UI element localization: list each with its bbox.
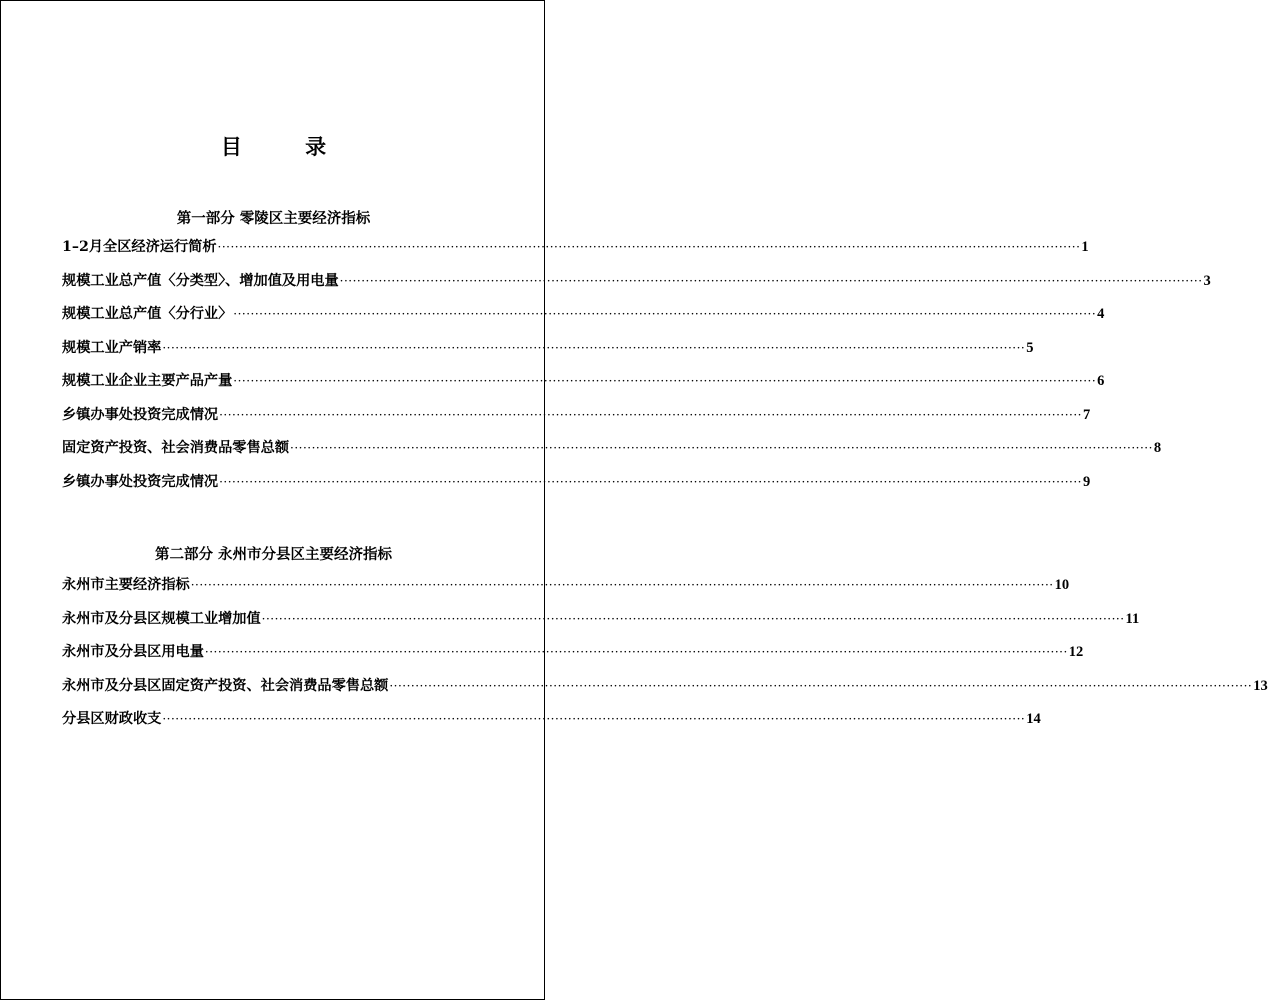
part1-toc-list bbox=[62, 238, 1211, 506]
dot-leader: ········································································································································································································ bbox=[389, 678, 1253, 693]
toc-entry-label: 规模工业企业主要产品产量 bbox=[62, 373, 233, 389]
dot-leader: ········································································································································································································ bbox=[339, 273, 1203, 288]
toc-entry[interactable] bbox=[62, 406, 1091, 440]
dot-leader: ········································································································································································································ bbox=[219, 407, 1082, 422]
toc-entry-page: 12 bbox=[1068, 644, 1084, 660]
toc-entry-page: 5 bbox=[1026, 339, 1034, 356]
toc-entry-page: 7 bbox=[1082, 406, 1091, 423]
dot-leader: ········································································································································································································ bbox=[219, 474, 1082, 489]
toc-entry[interactable] bbox=[62, 272, 1211, 306]
toc-entry-page: 4 bbox=[1097, 306, 1105, 322]
toc-entry-label: 规模工业产销率 bbox=[62, 339, 162, 356]
toc-entry[interactable] bbox=[62, 677, 1268, 711]
toc-entry-label: 永州市主要经济指标 bbox=[62, 577, 190, 593]
toc-entry-page: 9 bbox=[1082, 473, 1091, 490]
dot-leader: ········································································································································································································ bbox=[217, 240, 1081, 254]
toc-entry[interactable] bbox=[62, 238, 1089, 272]
toc-entry-label: 乡镇办事处投资完成情况 bbox=[62, 406, 219, 423]
toc-entry-label: 分县区财政收支 bbox=[62, 711, 162, 727]
toc-entry-page: 14 bbox=[1026, 711, 1041, 727]
toc-entry-page: 3 bbox=[1203, 272, 1211, 289]
toc-entry-label: 1–2月全区经济运行简析 bbox=[62, 239, 217, 255]
dot-leader: ········································································································································································································ bbox=[162, 340, 1026, 355]
toc-entry-label: 永州市及分县区固定资产投资、社会消费品零售总额 bbox=[62, 677, 389, 694]
toc-entry[interactable] bbox=[62, 710, 1041, 744]
toc-entry-page: 6 bbox=[1097, 373, 1105, 389]
part2-toc-list bbox=[62, 576, 1268, 744]
toc-entry-label: 乡镇办事处投资完成情况 bbox=[62, 473, 219, 490]
dot-leader: ········································································································································································································ bbox=[190, 578, 1054, 592]
dot-leader: ········································································································································································································ bbox=[233, 307, 1097, 321]
toc-title: 目 录 bbox=[220, 134, 355, 159]
toc-entry[interactable] bbox=[62, 643, 1084, 677]
toc-entry-page: 10 bbox=[1054, 577, 1070, 593]
part2-heading: 第二部分 永州市分县区主要经济指标 bbox=[154, 546, 393, 563]
toc-entry[interactable] bbox=[62, 372, 1105, 406]
toc-entry[interactable] bbox=[62, 305, 1105, 339]
toc-entry[interactable] bbox=[62, 473, 1091, 507]
toc-entry-label: 规模工业总产值〈分类型〉、增加值及用电量 bbox=[62, 272, 339, 289]
toc-entry-page: 13 bbox=[1253, 677, 1268, 694]
toc-entry-label: 规模工业总产值〈分行业〉 bbox=[62, 306, 233, 322]
toc-entry[interactable] bbox=[62, 339, 1034, 373]
toc-entry-label: 永州市及分县区用电量 bbox=[62, 644, 204, 660]
toc-entry-label: 固定资产投资、社会消费品零售总额 bbox=[62, 440, 290, 456]
toc-entry-label: 永州市及分县区规模工业增加值 bbox=[62, 610, 261, 627]
part1-heading: 第一部分 零陵区主要经济指标 bbox=[176, 210, 371, 227]
toc-entry[interactable] bbox=[62, 610, 1140, 644]
dot-leader: ········································································································································································································ bbox=[290, 441, 1153, 455]
toc-entry[interactable] bbox=[62, 576, 1070, 610]
dot-leader: ········································································································································································································ bbox=[233, 374, 1097, 388]
toc-entry[interactable] bbox=[62, 439, 1162, 473]
dot-leader: ········································································································································································································ bbox=[204, 645, 1068, 659]
toc-entry-page: 11 bbox=[1125, 610, 1140, 627]
toc-entry-page: 1 bbox=[1081, 239, 1089, 255]
dot-leader: ········································································································································································································ bbox=[162, 712, 1026, 726]
dot-leader: ········································································································································································································ bbox=[261, 611, 1125, 626]
toc-entry-page: 8 bbox=[1153, 440, 1162, 456]
